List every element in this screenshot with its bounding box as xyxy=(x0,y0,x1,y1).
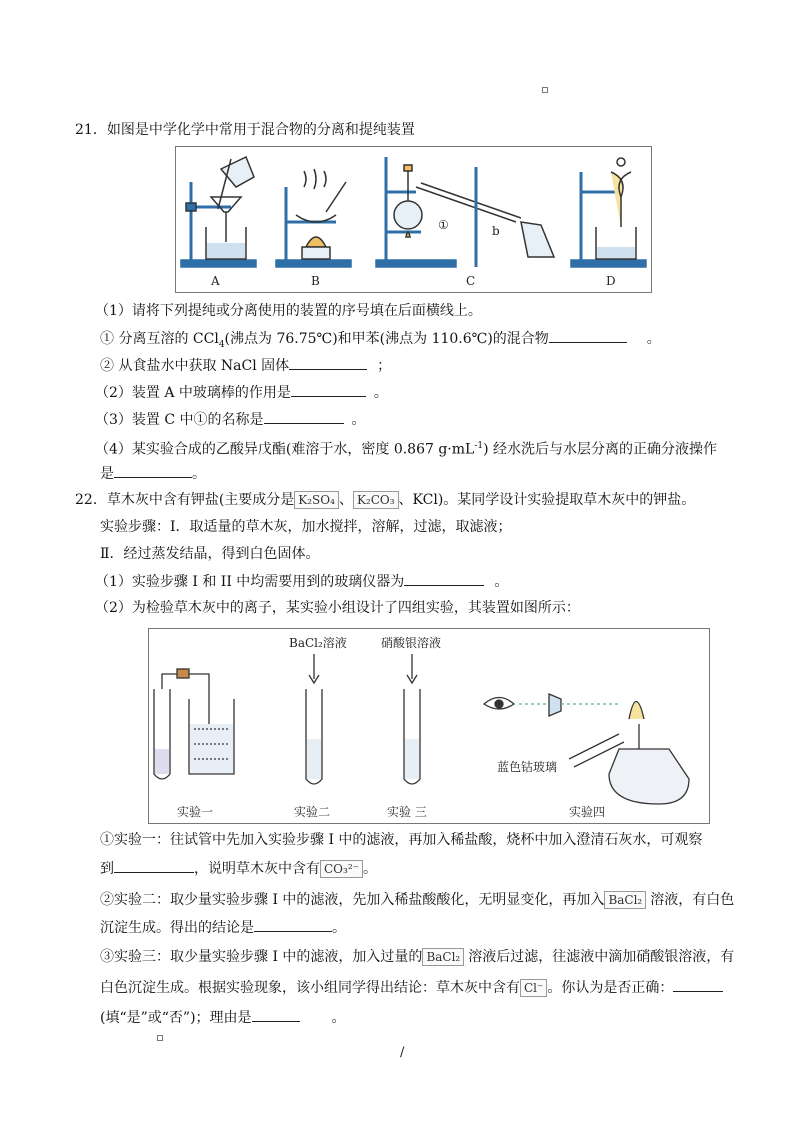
q21-part4b: 是 。 xyxy=(100,463,206,484)
q22-experiment-figure xyxy=(148,628,710,824)
caption-exp3: 实验 三 xyxy=(387,805,427,819)
apparatus-A xyxy=(181,157,256,267)
q21-part1b: ② 从食盐水中获取 NaCl 固体 ； xyxy=(100,355,391,376)
q22-exp3-line3: (填“是”或“否”)；理由是 。 xyxy=(100,1007,346,1028)
experiment-1-apparatus xyxy=(154,669,234,779)
label-D: D xyxy=(606,274,616,288)
q22-step2: Ⅱ．经过蒸发结晶，得到白色固体。 xyxy=(100,546,320,562)
q21-part2: （2）装置 A 中玻璃棒的作用是 。 xyxy=(95,382,388,403)
answer-blank-exp3-yesno[interactable] xyxy=(673,977,723,992)
apparatus-C xyxy=(376,157,554,267)
q22-title: 22．草木灰中含有钾盐(主要成分是 K₂SO₄ 、 K₂CO₃ 、KCl)。某同学设计实验提取草木灰中的钾盐。 xyxy=(75,492,696,508)
answer-blank-exp3-reason[interactable] xyxy=(252,1007,300,1022)
callout-b: b xyxy=(492,224,500,238)
experiment-4-apparatus xyxy=(484,694,689,804)
apparatus-B xyxy=(276,169,351,267)
label-A: A xyxy=(211,274,220,288)
caption-exp2: 实验二 xyxy=(294,805,331,819)
answer-blank-2[interactable] xyxy=(291,382,366,397)
apparatus-D xyxy=(571,158,646,267)
q22-part2: （2）为检验草木灰中的离子，某实验小组设计了四组实验，其装置如图所示： xyxy=(95,600,580,616)
q22-exp1-line1: ①实验一：往试管中先加入实验步骤 I 中的滤液，再加入稀盐酸，烧杯中加入澄清石灰水，可观察 xyxy=(100,832,703,848)
label-C: C xyxy=(466,274,476,288)
q21-part1a: ① 分离互溶的 CCl$_4$(沸点为 76.75℃)和甲苯(沸点为 110.6℃)的混合物 。 xyxy=(100,328,661,355)
caption-exp1: 实验一 xyxy=(177,805,214,819)
q22-exp3-line2: 白色沉淀生成。根据实验现象，该小组同学得出结论：草木灰中含有 Cl⁻ 。你认为是否正确： xyxy=(100,977,723,998)
reagent-bacl2: BaCl₂溶液 xyxy=(289,636,347,650)
reagent-agno3: 硝酸银溶液 xyxy=(381,636,442,650)
q21-part1: （1）请将下列提纯或分离使用的装置的序号填在后面横线上。 xyxy=(95,303,482,319)
answer-blank-1a[interactable] xyxy=(549,328,627,343)
chloride-ion: Cl⁻ xyxy=(520,979,547,997)
k2co3-formula: K₂CO₃ xyxy=(353,491,399,509)
answer-blank-4[interactable] xyxy=(114,463,192,478)
corner-mark xyxy=(542,87,548,93)
bacl2-formula: BaCl₂ xyxy=(604,891,646,909)
answer-blank-exp1[interactable] xyxy=(114,858,194,873)
experiment-3-apparatus xyxy=(404,654,420,784)
callout-1: ① xyxy=(438,218,449,232)
experiment-2-apparatus xyxy=(306,654,322,784)
answer-blank-3[interactable] xyxy=(264,409,344,424)
q21-part4: （4）某实验合成的乙酸异戊酯(难溶于水，密度 0.867 $g\cdot mL^{-1}$) 经水洗后与水层分离的正确分液操作 xyxy=(95,441,718,458)
cobalt-glass-label: 蓝色钴玻璃 xyxy=(497,760,558,774)
q22-exp2-line2: 沉淀生成。得出的结论是 。 xyxy=(100,917,346,938)
q22-exp1-line2: 到 ，说明草木灰中含有 CO₃²⁻ 。 xyxy=(100,858,377,879)
q22-step1: 实验步骤：I．取适量的草木灰，加水搅拌，溶解，过滤，取滤液； xyxy=(100,519,512,535)
q21-title: 21．如图是中学化学中常用于混合物的分离和提纯装置 xyxy=(75,122,415,138)
page-footer-mark: / xyxy=(400,1045,405,1060)
answer-blank-exp2[interactable] xyxy=(254,917,332,932)
q21-apparatus-figure xyxy=(175,146,652,293)
label-B: B xyxy=(311,274,320,288)
q21-part3: （3）装置 C 中①的名称是 。 xyxy=(95,409,366,430)
caption-exp4: 实验四 xyxy=(569,805,606,819)
bacl2-formula-2: BaCl₂ xyxy=(422,948,464,966)
q22-exp2-line1: ②实验二：取少量实验步骤 I 中的滤液，先加入稀盐酸酸化，无明显变化，再加入 BaCl₂ 溶液，有白色 xyxy=(100,892,735,908)
q22-part1: （1）实验步骤 I 和 II 中均需要用到的玻璃仪器为 。 xyxy=(95,571,508,592)
carbonate-ion: CO₃²⁻ xyxy=(320,860,363,878)
answer-blank-22-1[interactable] xyxy=(404,571,484,586)
corner-mark xyxy=(157,1035,163,1041)
k2so4-formula: K₂SO₄ xyxy=(294,491,339,509)
answer-blank-1b[interactable] xyxy=(289,355,367,370)
q22-exp3-line1: ③实验三：取少量实验步骤 I 中的滤液，加入过量的 BaCl₂ 溶液后过滤，往滤液中滴加硝酸银溶液，有 xyxy=(100,949,735,965)
